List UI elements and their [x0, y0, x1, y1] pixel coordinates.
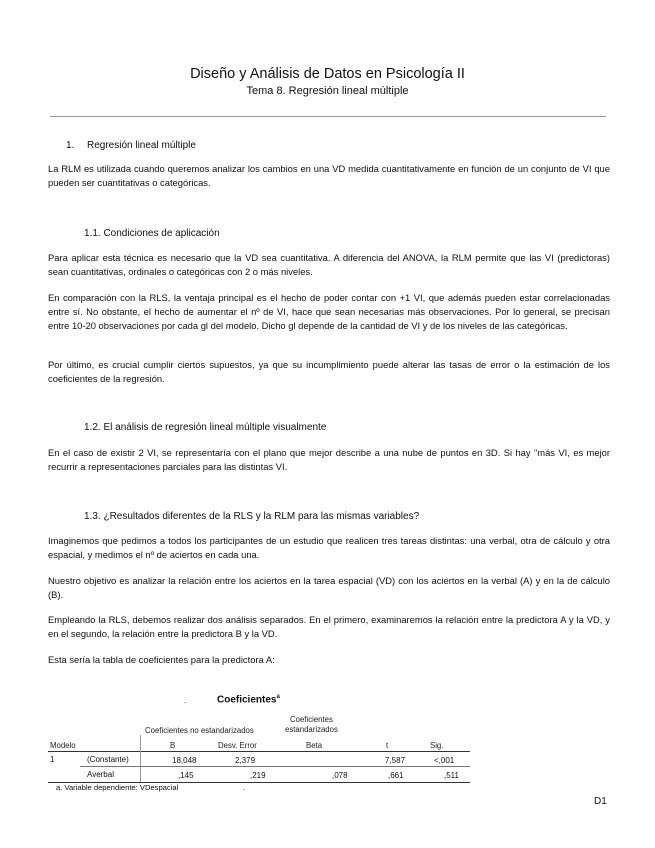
table-footnote: a. Variable dependiente: VDespacial	[56, 783, 179, 792]
section-1-number: 1.	[66, 140, 75, 151]
header-t: t	[386, 741, 389, 750]
header-standardized-line-2: estandarizados	[285, 725, 338, 734]
section-1-3-paragraph-3: Empleando la RLS, debemos realizar dos análisis separados. En el primero, examinaremos la relación entre la predictora A y la VD, y en el segundo, la relación entre la predictora B y la VD.	[48, 614, 610, 639]
table-header-rule	[48, 751, 470, 752]
section-1-title: Regresión lineal múltiple	[87, 140, 196, 151]
header-sig: Sig.	[430, 741, 444, 750]
cell-beta: ,078	[332, 771, 348, 780]
document-subtitle: Tema 8. Regresión lineal múltiple	[246, 85, 409, 97]
section-1-1-paragraph-3: Por último, es crucial cumplir ciertos supuestos, ya que su incumplimiento puede alterar las tasas de error o la estimación de los coeficientes de la regresión.	[48, 359, 610, 384]
cell-t: ,661	[388, 771, 404, 780]
section-1-heading	[66, 140, 196, 151]
header-std-error: Desv. Error	[218, 741, 257, 750]
header-model: Modelo	[50, 741, 76, 750]
header-beta: Beta	[306, 741, 323, 750]
table-title-superscript: a	[276, 694, 280, 700]
section-1-paragraph: La RLM es utilizada cuando queremos analizar los cambios en una VD medida cuantitativamente en función de un conjunto de VI que pueden ser cuantitativas o categóricas.	[48, 163, 610, 188]
section-1-3-heading: 1.3. ¿Resultados diferentes de la RLS y la RLM para las mismas variables?	[84, 511, 420, 522]
table-title	[217, 694, 280, 705]
cell-std-error: 2,379	[235, 756, 256, 765]
table-row-divider	[80, 766, 470, 767]
section-1-3-paragraph-2: Nuestro objetivo es analizar la relación entre los aciertos en la tarea espacial (VD) con los aciertos en la verbal (A) y en la de cálculo (B).	[48, 575, 610, 600]
section-1-3-paragraph-1: Imaginemos que pedimos a todos los participantes de un estudio que realicen tres tareas distintas: una verbal, otra de cálculo y otra espacial, y medimos el nº de aciertos en cada una.	[48, 535, 610, 560]
table-footnote-dot: .	[243, 783, 246, 792]
section-1-2-heading: 1.2. El análisis de regresión lineal múltiple visualmente	[84, 422, 327, 433]
page-number: D1	[594, 796, 607, 807]
cell-sig: ,511	[444, 771, 459, 780]
section-1-2-paragraph-1: En el caso de existir 2 VI, se representaría con el plano que mejor describe a una nube de puntos en 3D. Si hay "más VI, es mejor recurrir a representaciones parciales para las distintas VI.	[48, 447, 610, 472]
cell-predictor: (Constante)	[87, 755, 129, 764]
cell-model: 1	[50, 755, 55, 764]
table-column-divider	[140, 735, 141, 783]
table-decor-dot: .	[184, 696, 187, 705]
section-1-1-paragraph-1: Para aplicar esta técnica es necesario que la VD sea cuantitativa. A diferencia del ANOVA, la RLM permite que las VI (predictoras) sean cuantitativas, ordinales o categóricas con 2 o más niveles.	[48, 252, 610, 277]
header-divider	[50, 116, 606, 117]
cell-std-error: ,219	[250, 771, 266, 780]
header-standardized-line-1: Coeficientes	[290, 715, 333, 724]
cell-b: ,145	[178, 771, 194, 780]
document-title: Diseño y Análisis de Datos en Psicología II	[190, 66, 465, 82]
header-b: B	[170, 741, 176, 750]
cell-predictor: Averbal	[87, 770, 114, 779]
cell-t: 7,587	[385, 756, 406, 765]
header-unstandardized-group: Coeficientes no estandarizados	[145, 726, 254, 735]
section-1-1-paragraph-2: En comparación con la RLS, la ventaja principal es el hecho de poder contar con +1 VI, que además pueden estar correlacionadas entre sí. No obstante, el hecho de aumentar el nº de VI, hace que sean necesarias más observaciones. Por lo general, se precisan entre 10-20 observaciones por cada gl del modelo. Dicho gl depende de la cantidad de VI y de los niveles de las categóricas.	[48, 292, 610, 331]
cell-b: 18,048	[172, 756, 197, 765]
section-1-1-heading: 1.1. Condiciones de aplicación	[84, 228, 220, 239]
cell-sig: <,001	[434, 756, 455, 765]
table-title-text: Coeficientes	[217, 694, 277, 706]
section-1-3-paragraph-4: Esta sería la tabla de coeficientes para la predictora A:	[48, 654, 275, 665]
